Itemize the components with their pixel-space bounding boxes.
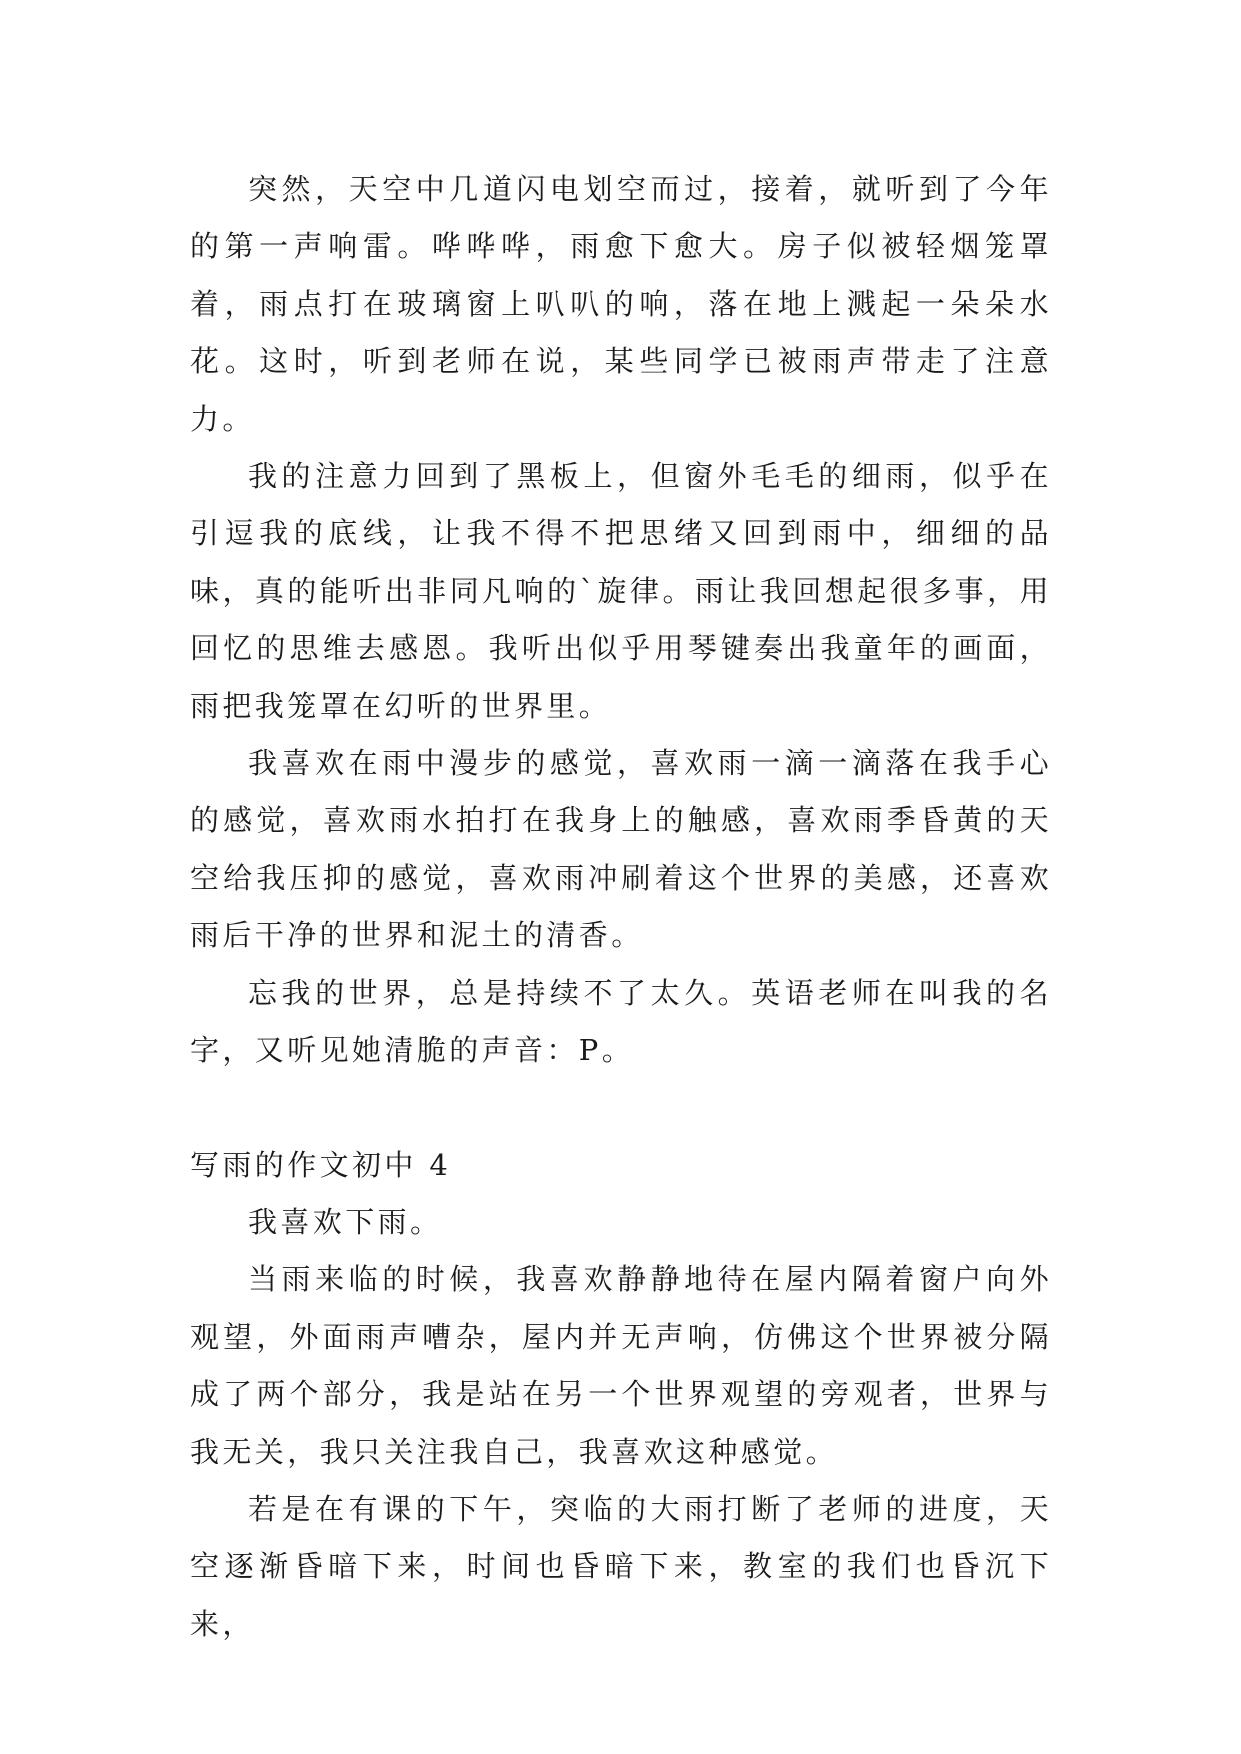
paragraph-afternoon-class: 若是在有课的下午，突临的大雨打断了老师的进度，天空逐渐昏暗下来，时间也昏暗下来，教室的我们也昏沉下来，: [190, 1491, 1052, 1641]
paragraph-thunder: 突然，天空中几道闪电划空而过，接着，就听到了今年的第一声响雷。哗哗哗，雨愈下愈大。房子似被轻烟笼罩着，雨点打在玻璃窗上叭叭的响，落在地上溅起一朵朵水花。这时，听到老师在说，某些同学已被雨声带走了注意力。: [190, 172, 1052, 436]
paragraph-watching-window: 当雨来临的时候，我喜欢静静地待在屋内隔着窗户向外观望，外面雨声嘈杂，屋内并无声响，仿佛这个世界被分隔成了两个部分，我是站在另一个世界观望的旁观者，世界与我无关，我只关注我自己，我喜欢这种感觉。: [190, 1262, 1052, 1469]
paragraph-english-teacher: 忘我的世界，总是持续不了太久。英语老师在叫我的名字，又听见她清脆的声音：P。: [190, 975, 1052, 1068]
paragraph-attention: 我的注意力回到了黑板上，但窗外毛毛的细雨，似乎在引逗我的底线，让我不得不把思绪又回到雨中，细细的品味，真的能听出非同凡响的`旋律。雨让我回想起很多事，用回忆的思维去感恩。我听出似乎用琴键奏出我童年的画面，雨把我笼罩在幻听的世界里。: [190, 459, 1052, 723]
paragraph-walking-in-rain: 我喜欢在雨中漫步的感觉，喜欢雨一滴一滴落在我手心的感觉，喜欢雨水拍打在我身上的触感，喜欢雨季昏黄的天空给我压抑的感觉，喜欢雨冲刷着这个世界的美感，还喜欢雨后干净的世界和泥土的清香。: [190, 746, 1052, 953]
paragraph-like-rain: 我喜欢下雨。: [248, 1204, 443, 1239]
section-heading: 写雨的作文初中 4: [190, 1147, 452, 1182]
document-body: [190, 161, 1052, 1653]
